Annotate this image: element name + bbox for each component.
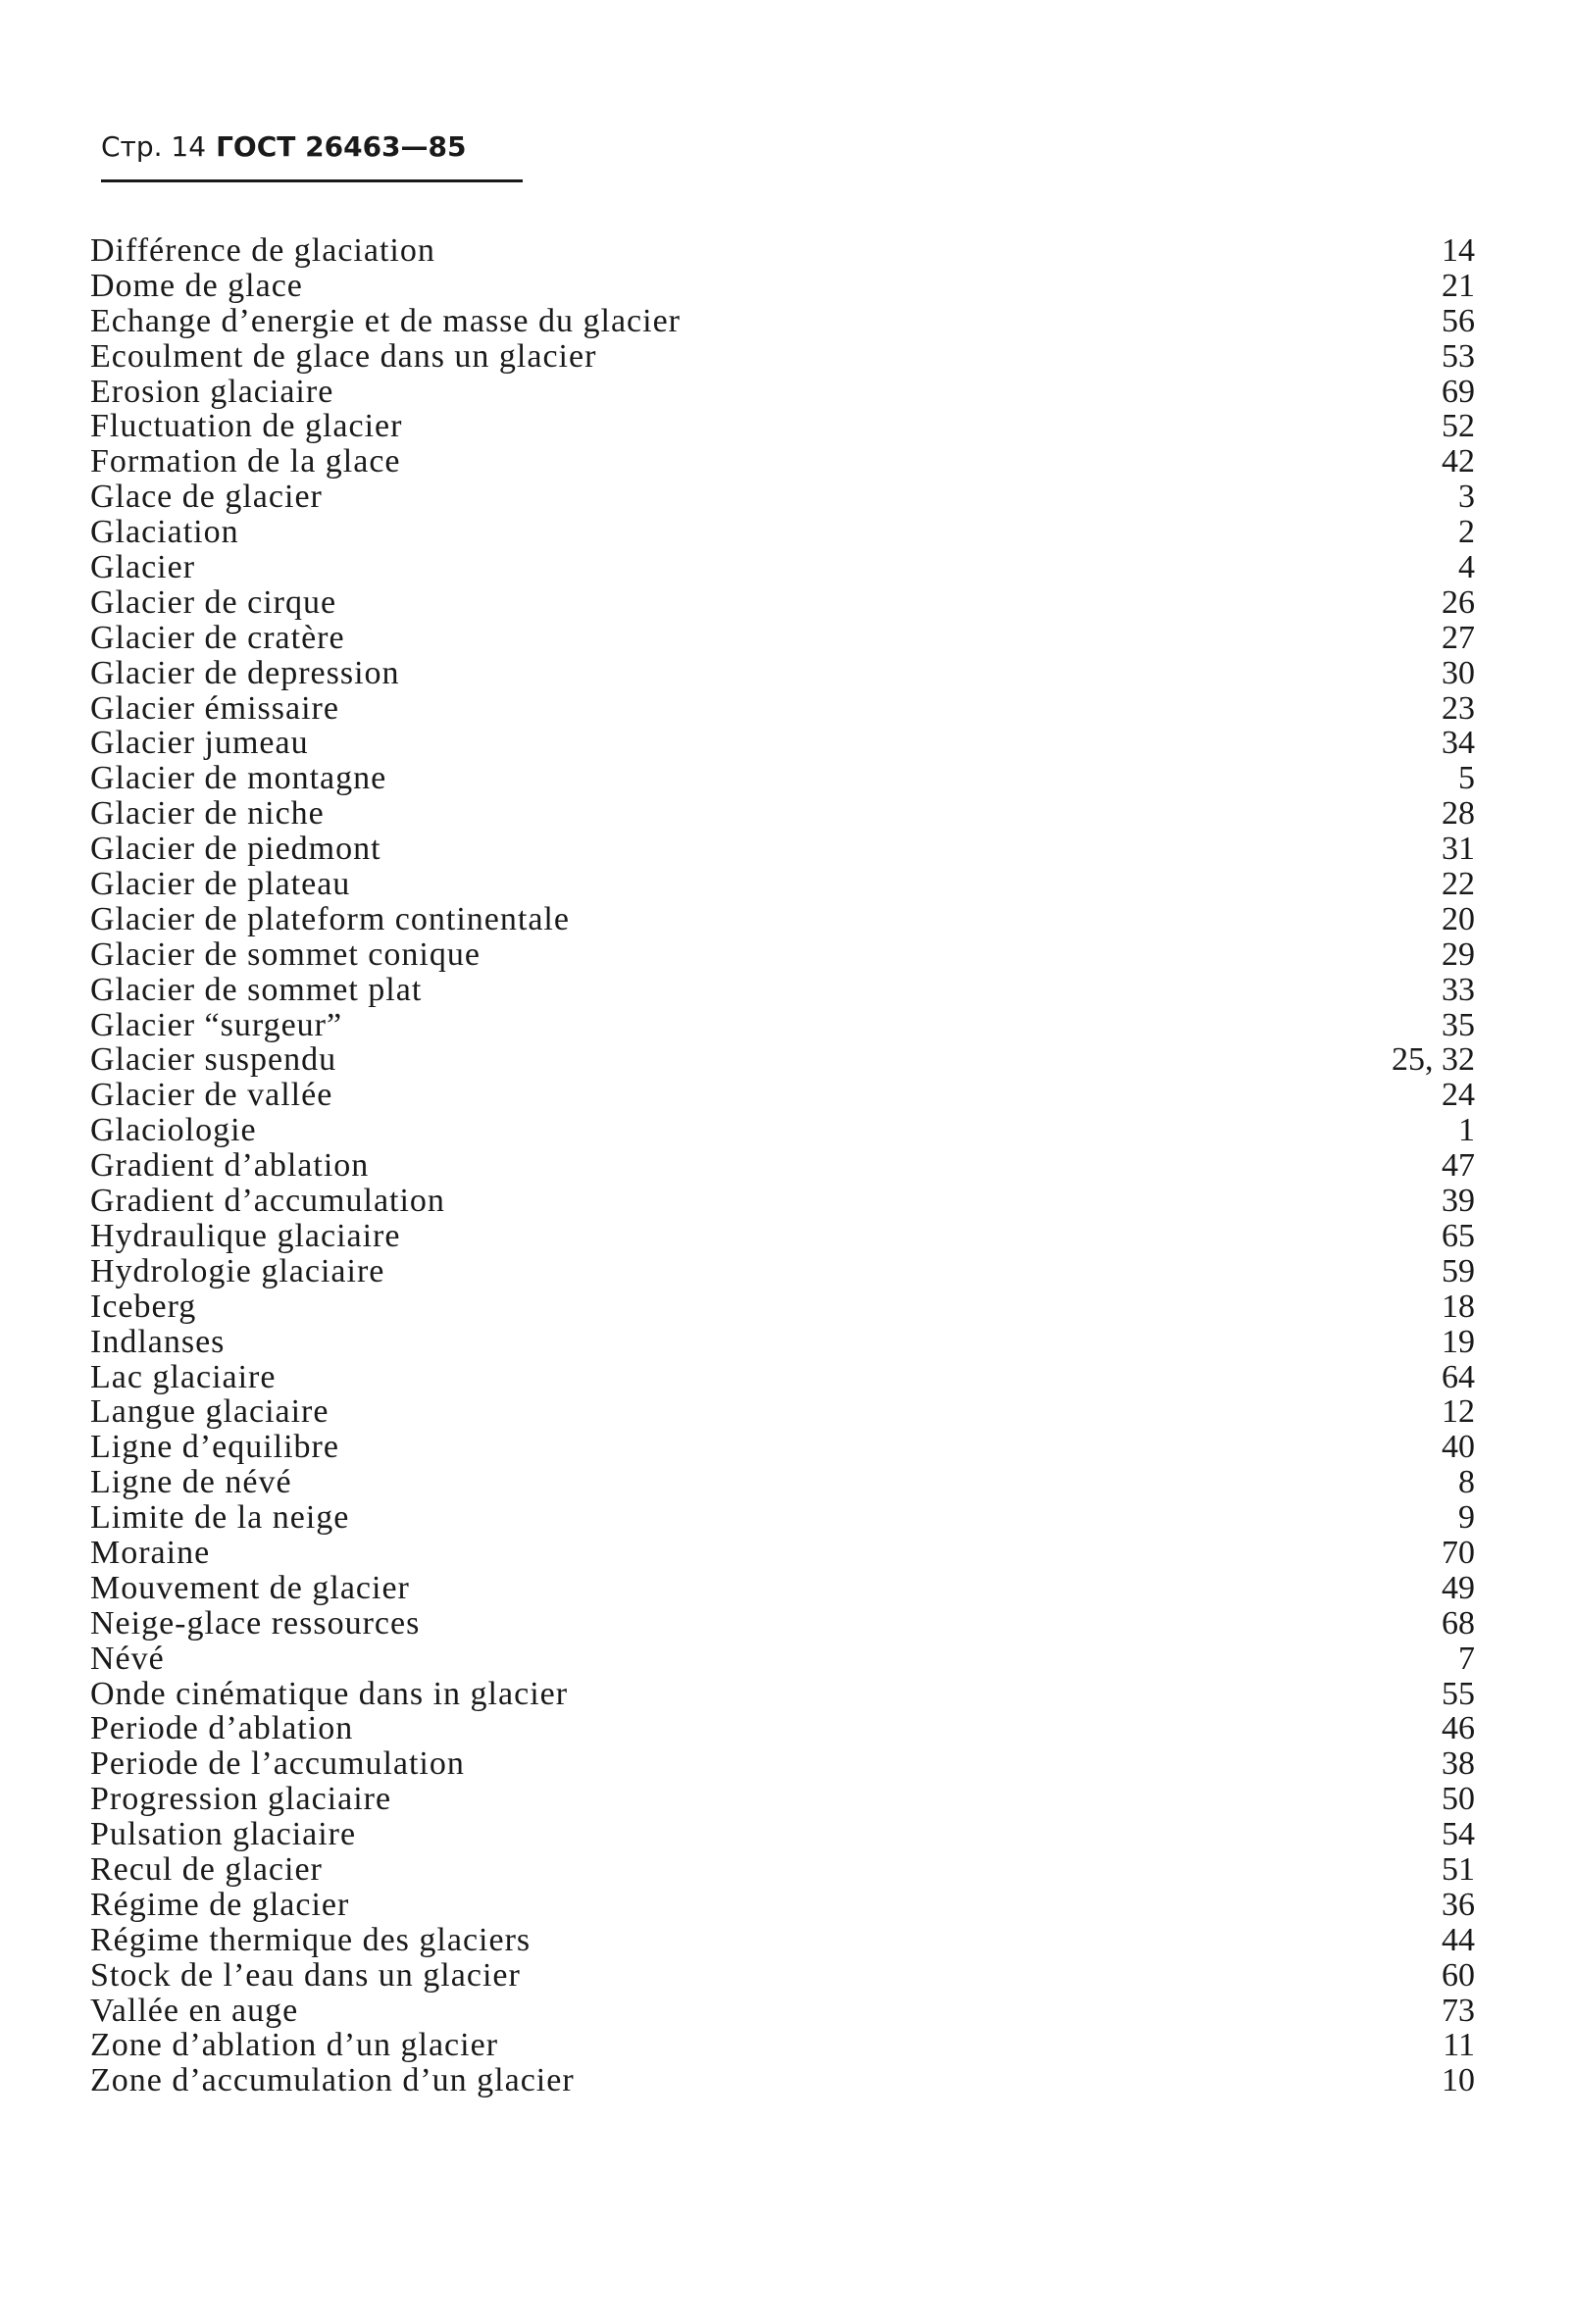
entry-term: Glacier de niche bbox=[90, 795, 325, 833]
entry-reference-number: 38 bbox=[1442, 1745, 1475, 1783]
index-entry bbox=[90, 1677, 1475, 1712]
entry-reference-number: 14 bbox=[1442, 232, 1475, 269]
index-entry bbox=[90, 2028, 1475, 2063]
index-entry bbox=[90, 339, 1475, 375]
index-entry bbox=[90, 1465, 1475, 1500]
entry-reference-number: 30 bbox=[1442, 654, 1475, 691]
index-entry bbox=[90, 1148, 1475, 1184]
entry-reference-number: 9 bbox=[1458, 1499, 1475, 1537]
page-number-label: Стр. 14 bbox=[101, 130, 207, 163]
entry-term: Moraine bbox=[90, 1534, 211, 1571]
entry-reference-number: 35 bbox=[1442, 1006, 1475, 1043]
index-entry bbox=[90, 937, 1475, 973]
index-entry bbox=[90, 1782, 1475, 1817]
index-entry bbox=[90, 1008, 1475, 1043]
entry-term: Régime de glacier bbox=[90, 1886, 350, 1923]
entry-reference-number: 36 bbox=[1442, 1886, 1475, 1923]
entry-term: Glaciation bbox=[90, 514, 239, 551]
index-entry bbox=[90, 902, 1475, 937]
index-entry bbox=[90, 1711, 1475, 1746]
entry-reference-number: 44 bbox=[1442, 1921, 1475, 1958]
index-entry bbox=[90, 444, 1475, 480]
entry-reference-number: 69 bbox=[1442, 373, 1475, 410]
entry-reference-number: 18 bbox=[1442, 1288, 1475, 1325]
entry-term: Recul de glacier bbox=[90, 1850, 323, 1888]
entry-reference-number: 56 bbox=[1442, 302, 1475, 339]
index-entry bbox=[90, 1606, 1475, 1642]
index-entry bbox=[90, 621, 1475, 656]
entry-reference-number: 52 bbox=[1442, 408, 1475, 445]
entry-reference-number: 49 bbox=[1442, 1569, 1475, 1606]
entry-reference-number: 21 bbox=[1442, 267, 1475, 304]
index-entry bbox=[90, 1958, 1475, 1994]
entry-reference-number: 19 bbox=[1442, 1323, 1475, 1360]
entry-reference-number: 23 bbox=[1442, 689, 1475, 727]
entry-reference-number: 70 bbox=[1442, 1534, 1475, 1571]
entry-reference-number: 50 bbox=[1442, 1781, 1475, 1818]
index-entry bbox=[90, 269, 1475, 304]
entry-term: Glacier bbox=[90, 549, 196, 586]
entry-term: Formation de la glace bbox=[90, 443, 401, 480]
entry-reference-number: 22 bbox=[1442, 866, 1475, 903]
index-entry bbox=[90, 1500, 1475, 1536]
index-entry bbox=[90, 1571, 1475, 1606]
entry-reference-number: 60 bbox=[1442, 1956, 1475, 1994]
entry-reference-number: 34 bbox=[1442, 725, 1475, 762]
entry-reference-number: 54 bbox=[1442, 1816, 1475, 1853]
entry-term: Periode de l’accumulation bbox=[90, 1745, 465, 1783]
entry-term: Indlanses bbox=[90, 1323, 226, 1360]
entry-term: Echange d’energie et de masse du glacier bbox=[90, 302, 681, 339]
entry-term: Glacier de depression bbox=[90, 654, 400, 691]
index-entry bbox=[90, 1888, 1475, 1923]
entry-term: Glacier de cratère bbox=[90, 619, 345, 656]
entry-reference-number: 68 bbox=[1442, 1604, 1475, 1642]
entry-reference-number: 47 bbox=[1442, 1147, 1475, 1185]
entry-term: Pulsation glaciaire bbox=[90, 1816, 357, 1853]
entry-term: Langue glaciaire bbox=[90, 1393, 330, 1431]
index-entry bbox=[90, 761, 1475, 796]
index-entry bbox=[90, 726, 1475, 761]
entry-term: Iceberg bbox=[90, 1288, 197, 1325]
index-entry bbox=[90, 2063, 1475, 2098]
entry-reference-number: 40 bbox=[1442, 1429, 1475, 1466]
entry-reference-number: 8 bbox=[1458, 1464, 1475, 1501]
entry-term: Gradient d’accumulation bbox=[90, 1183, 445, 1220]
entry-term: Glacier de sommet conique bbox=[90, 935, 481, 973]
standard-designation: ГОСТ 26463—85 bbox=[216, 130, 467, 163]
index-entry bbox=[90, 1042, 1475, 1078]
index-entry bbox=[90, 480, 1475, 515]
entry-reference-number: 20 bbox=[1442, 900, 1475, 937]
index-entry bbox=[90, 1113, 1475, 1148]
entry-term: Glacier jumeau bbox=[90, 725, 309, 762]
entry-term: Glace de glacier bbox=[90, 479, 323, 516]
entry-term: Glacier de cirque bbox=[90, 583, 337, 621]
entry-term: Glacier de vallée bbox=[90, 1077, 333, 1114]
entry-term: Glacier de plateau bbox=[90, 866, 351, 903]
entry-term: Erosion glaciaire bbox=[90, 373, 334, 410]
index-entry bbox=[90, 691, 1475, 727]
entry-term: Periode d’ablation bbox=[90, 1710, 354, 1747]
entry-reference-number: 31 bbox=[1442, 831, 1475, 868]
entry-reference-number: 3 bbox=[1458, 479, 1475, 516]
entry-reference-number: 7 bbox=[1458, 1640, 1475, 1677]
index-entry bbox=[90, 973, 1475, 1008]
index-entry bbox=[90, 1923, 1475, 1958]
index-entry bbox=[90, 550, 1475, 585]
index-entry bbox=[90, 1360, 1475, 1395]
entry-term: Glacier de sommet plat bbox=[90, 971, 423, 1008]
index-entry bbox=[90, 233, 1475, 269]
index-entry bbox=[90, 1994, 1475, 2029]
entry-reference-number: 64 bbox=[1442, 1358, 1475, 1395]
entry-term: Ligne de névé bbox=[90, 1464, 292, 1501]
entry-reference-number: 42 bbox=[1442, 443, 1475, 480]
entry-reference-number: 51 bbox=[1442, 1850, 1475, 1888]
entry-reference-number: 2 bbox=[1458, 514, 1475, 551]
entry-term: Glacier suspendu bbox=[90, 1041, 337, 1079]
entry-term: Régime thermique des glaciers bbox=[90, 1921, 532, 1958]
index-entry bbox=[90, 1394, 1475, 1430]
entry-term: Névé bbox=[90, 1640, 165, 1677]
index-entry bbox=[90, 1325, 1475, 1360]
entry-reference-number: 27 bbox=[1442, 619, 1475, 656]
index-entry bbox=[90, 1219, 1475, 1254]
index-entry bbox=[90, 585, 1475, 621]
entry-term: Glacier de plateform continentale bbox=[90, 900, 570, 937]
entry-reference-number: 73 bbox=[1442, 1992, 1475, 2029]
entry-reference-number: 11 bbox=[1443, 2027, 1475, 2064]
entry-term: Mouvement de glacier bbox=[90, 1569, 410, 1606]
entry-term: Ligne d’equilibre bbox=[90, 1429, 339, 1466]
header-rule bbox=[101, 179, 523, 182]
entry-reference-number: 39 bbox=[1442, 1183, 1475, 1220]
index-entry bbox=[90, 867, 1475, 902]
entry-reference-number: 53 bbox=[1442, 337, 1475, 375]
entry-reference-number: 4 bbox=[1458, 549, 1475, 586]
entry-term: Gradient d’ablation bbox=[90, 1147, 370, 1185]
index-entry bbox=[90, 1852, 1475, 1888]
index-entry bbox=[90, 1430, 1475, 1465]
index-entry bbox=[90, 1536, 1475, 1571]
entry-term: Neige-glace ressources bbox=[90, 1604, 421, 1642]
entry-reference-number: 46 bbox=[1442, 1710, 1475, 1747]
entry-term: Dome de glace bbox=[90, 267, 303, 304]
entry-term: Lac glaciaire bbox=[90, 1358, 277, 1395]
entry-term: Onde cinématique dans in glacier bbox=[90, 1675, 569, 1712]
index-entry bbox=[90, 796, 1475, 832]
index-entry bbox=[90, 1746, 1475, 1782]
entry-term: Zone d’ablation d’un glacier bbox=[90, 2027, 499, 2064]
entry-term: Ecoulment de glace dans un glacier bbox=[90, 337, 597, 375]
index-entry bbox=[90, 1817, 1475, 1852]
entry-reference-number: 29 bbox=[1442, 935, 1475, 973]
entry-term: Fluctuation de glacier bbox=[90, 408, 403, 445]
index-entry bbox=[90, 832, 1475, 867]
entry-reference-number: 12 bbox=[1442, 1393, 1475, 1431]
entry-term: Progression glaciaire bbox=[90, 1781, 392, 1818]
entry-term: Limite de la neige bbox=[90, 1499, 350, 1537]
page-header bbox=[101, 127, 467, 167]
index-entry bbox=[90, 1642, 1475, 1677]
entry-reference-number: 33 bbox=[1442, 971, 1475, 1008]
entry-term: Hydraulique glaciaire bbox=[90, 1217, 401, 1254]
entry-reference-number: 26 bbox=[1442, 583, 1475, 621]
index-entry bbox=[90, 656, 1475, 691]
index-entry bbox=[90, 375, 1475, 410]
index-entry bbox=[90, 1289, 1475, 1325]
entry-term: Glaciologie bbox=[90, 1112, 257, 1149]
index-entry bbox=[90, 409, 1475, 444]
entry-reference-number: 5 bbox=[1458, 760, 1475, 797]
index-entry bbox=[90, 515, 1475, 550]
entry-term: Hydrologie glaciaire bbox=[90, 1252, 385, 1289]
index-entry bbox=[90, 304, 1475, 339]
entry-reference-number: 24 bbox=[1442, 1077, 1475, 1114]
term-index-list bbox=[90, 233, 1475, 2098]
entry-reference-number: 25, 32 bbox=[1392, 1041, 1475, 1079]
index-entry bbox=[90, 1184, 1475, 1219]
entry-term: Glacier de montagne bbox=[90, 760, 387, 797]
entry-reference-number: 65 bbox=[1442, 1217, 1475, 1254]
entry-term: Vallée en auge bbox=[90, 1992, 299, 2029]
entry-term: Glacier émissaire bbox=[90, 689, 339, 727]
entry-reference-number: 28 bbox=[1442, 795, 1475, 833]
entry-reference-number: 10 bbox=[1442, 2062, 1475, 2099]
entry-term: Stock de l’eau dans un glacier bbox=[90, 1956, 521, 1994]
index-entry bbox=[90, 1078, 1475, 1113]
entry-term: Glacier de piedmont bbox=[90, 831, 381, 868]
entry-reference-number: 1 bbox=[1458, 1112, 1475, 1149]
entry-reference-number: 59 bbox=[1442, 1252, 1475, 1289]
entry-term: Zone d’accumulation d’un glacier bbox=[90, 2062, 575, 2099]
entry-term: Glacier “surgeur” bbox=[90, 1006, 343, 1043]
entry-reference-number: 55 bbox=[1442, 1675, 1475, 1712]
index-entry bbox=[90, 1254, 1475, 1289]
entry-term: Différence de glaciation bbox=[90, 232, 435, 269]
